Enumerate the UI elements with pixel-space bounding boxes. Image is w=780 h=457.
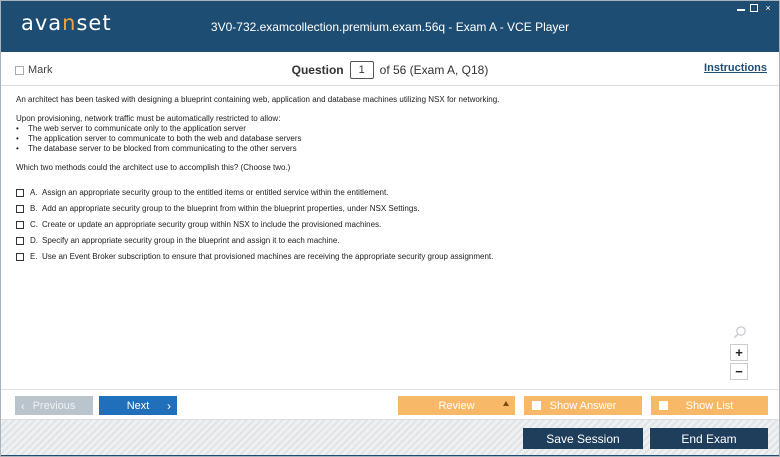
title-bar	[1, 1, 779, 52]
show-list-button[interactable]: Show List	[651, 396, 768, 415]
option-b[interactable]: B. Add an appropriate security group to the blueprint from within the blueprint properties, under NSX Settings.	[16, 201, 756, 217]
option-d-checkbox[interactable]	[16, 237, 24, 245]
mark-label: Mark	[28, 64, 53, 76]
list-item: • The application server to communicate to both the web and database servers	[16, 134, 302, 143]
show-list-checkbox[interactable]	[659, 401, 668, 410]
avanset-logo: avanset	[21, 11, 112, 35]
bottom-bar	[1, 419, 779, 456]
option-d[interactable]: D. Specify an appropriate security group in the blueprint and assign it to each machine.	[16, 233, 756, 249]
option-e-checkbox[interactable]	[16, 253, 24, 261]
requirements-list	[16, 124, 756, 154]
question-label: Question	[291, 63, 344, 77]
question-number-input[interactable]: 1	[350, 61, 374, 79]
show-answer-button[interactable]: Show Answer	[524, 396, 642, 415]
list-item: • The web server to communicate only to the application server	[16, 124, 246, 133]
question-bar	[1, 52, 779, 86]
chevron-right-icon: ›	[167, 398, 171, 413]
next-button[interactable]: Next ›	[99, 396, 177, 415]
window-controls	[737, 3, 773, 13]
question-number	[1, 61, 779, 79]
question-prompt: Which two methods could the architect use to accomplish this? (Choose two.)	[16, 163, 291, 172]
navigation-bar	[1, 389, 779, 419]
close-icon[interactable]: ×	[765, 3, 771, 13]
window-title: 3V0-732.examcollection.premium.exam.56q - Exam A - VCE Player	[210, 20, 570, 34]
caret-up-icon	[503, 401, 509, 406]
option-a-checkbox[interactable]	[16, 189, 24, 197]
previous-button[interactable]: ‹ Previous	[15, 396, 93, 415]
list-item: • The database server to be blocked from communicating to the other servers	[16, 144, 297, 153]
option-a[interactable]: A. Assign an appropriate security group to the entitled items or entitled service within the entitlement.	[16, 185, 756, 201]
question-content	[16, 95, 756, 265]
minimize-icon[interactable]	[737, 4, 745, 11]
answer-options	[16, 185, 756, 265]
instructions-link[interactable]: Instructions	[704, 62, 767, 74]
show-answer-checkbox[interactable]	[532, 401, 541, 410]
zoom-in-button[interactable]: +	[730, 344, 748, 361]
chevron-left-icon: ‹	[21, 398, 25, 413]
option-c-checkbox[interactable]	[16, 221, 24, 229]
question-of-text: of 56 (Exam A, Q18)	[379, 63, 489, 77]
option-c[interactable]: C. Create or update an appropriate security group within NSX to include the provisioned machines.	[16, 217, 756, 233]
option-e[interactable]: E. Use an Event Broker subscription to ensure that provisioned machines are receiving the appropriate security group assignment.	[16, 249, 756, 265]
maximize-icon[interactable]	[750, 4, 758, 12]
magnifier-icon	[733, 325, 747, 339]
requirements-lead: Upon provisioning, network traffic must be automatically restricted to allow:	[16, 114, 281, 123]
review-button[interactable]: Review	[398, 396, 515, 415]
zoom-out-button[interactable]: −	[730, 363, 748, 380]
question-intro: An architect has been tasked with designing a blueprint containing web, application and database machines utilizing NSX for networking.	[16, 95, 500, 104]
save-session-button[interactable]: Save Session	[523, 428, 643, 449]
option-b-checkbox[interactable]	[16, 205, 24, 213]
end-exam-button[interactable]: End Exam	[650, 428, 768, 449]
